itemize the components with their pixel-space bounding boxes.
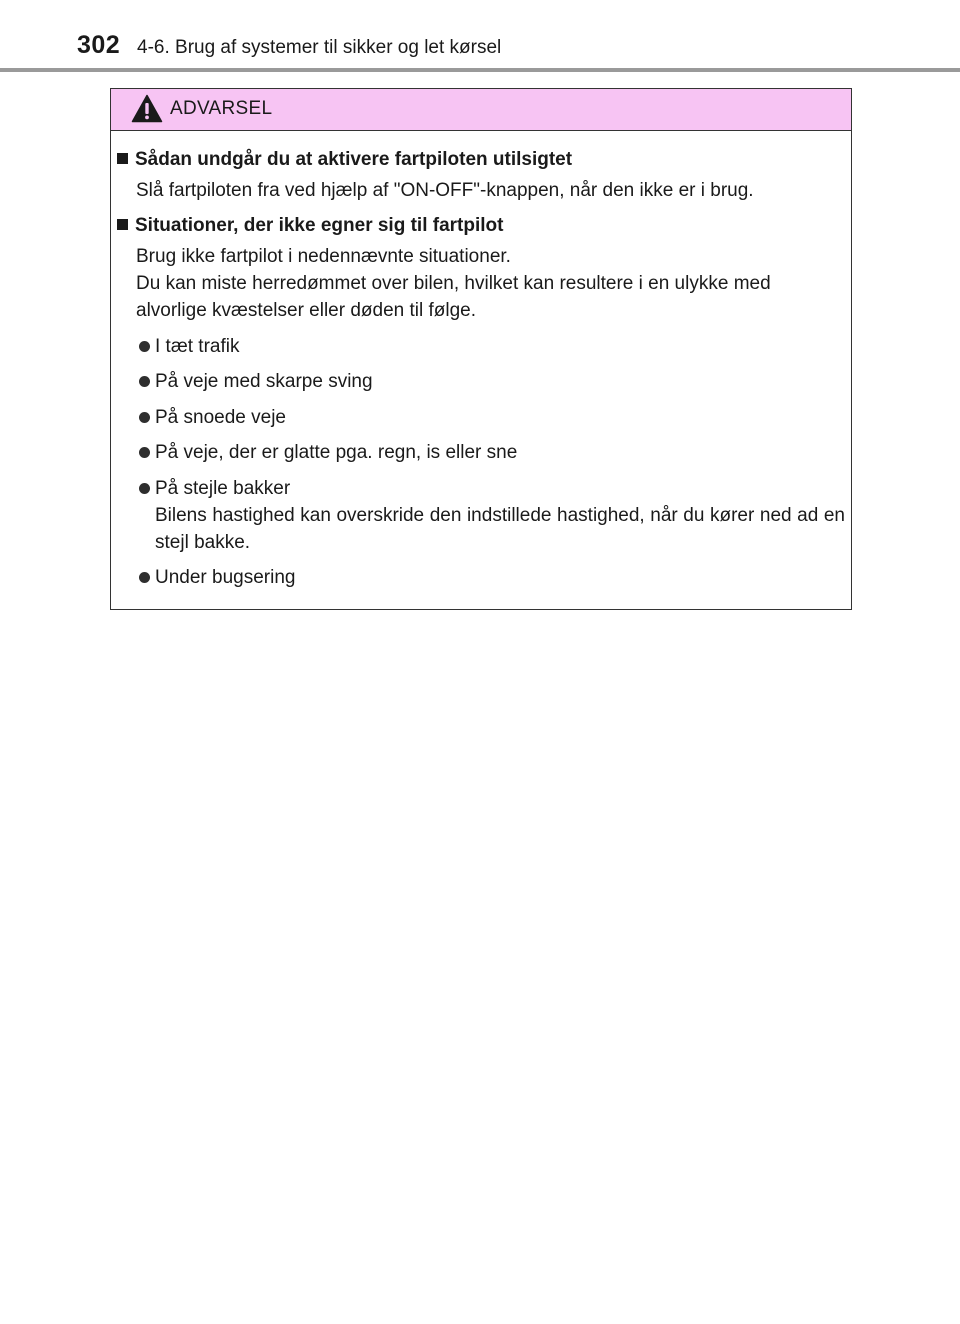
- section-text-line: alvorlige kvæstelser eller døden til følge.: [136, 300, 477, 321]
- section-heading-text: Sådan undgår du at aktivere fartpiloten utilsigtet: [135, 149, 573, 170]
- list-item-text: På veje, der er glatte pga. regn, is eller sne: [155, 442, 518, 463]
- list-item-note: Bilens hastighed kan overskride den indstillede hastighed, når du kører ned ad en stejl bakke.: [155, 505, 845, 553]
- round-bullet-icon: [139, 341, 150, 352]
- header-divider: [0, 68, 960, 72]
- section-title: 4-6. Brug af systemer til sikker og let kørsel: [137, 37, 502, 58]
- list-item-text: På veje med skarpe sving: [155, 371, 373, 392]
- list-item-text: Under bugsering: [155, 567, 296, 588]
- round-bullet-icon: [139, 447, 150, 458]
- page-number: 302: [77, 31, 121, 59]
- section-text-line: Brug ikke fartpilot i nedennævnte situationer.: [136, 246, 511, 267]
- round-bullet-icon: [139, 483, 150, 494]
- warning-label: ADVARSEL: [170, 98, 273, 119]
- list-item-text: I tæt trafik: [155, 336, 240, 357]
- round-bullet-icon: [139, 572, 150, 583]
- list-item-text: På snoede veje: [155, 407, 286, 428]
- section-text-line: Du kan miste herredømmet over bilen, hvilket kan resultere i en ulykke med: [136, 273, 771, 294]
- section-text: Slå fartpiloten fra ved hjælp af "ON-OFF"-knappen, når den ikke er i brug.: [136, 180, 754, 201]
- warning-box: [110, 88, 852, 610]
- section-heading: [117, 148, 572, 172]
- section-heading: [117, 214, 503, 238]
- round-bullet-icon: [139, 376, 150, 387]
- square-bullet-icon: [117, 153, 128, 164]
- square-bullet-icon: [117, 219, 128, 230]
- warning-header: [111, 89, 851, 131]
- warning-triangle-icon: [131, 94, 163, 123]
- section-heading-text: Situationer, der ikke egner sig til fartpilot: [135, 215, 504, 236]
- round-bullet-icon: [139, 412, 150, 423]
- list-item-text: På stejle bakker: [155, 478, 291, 499]
